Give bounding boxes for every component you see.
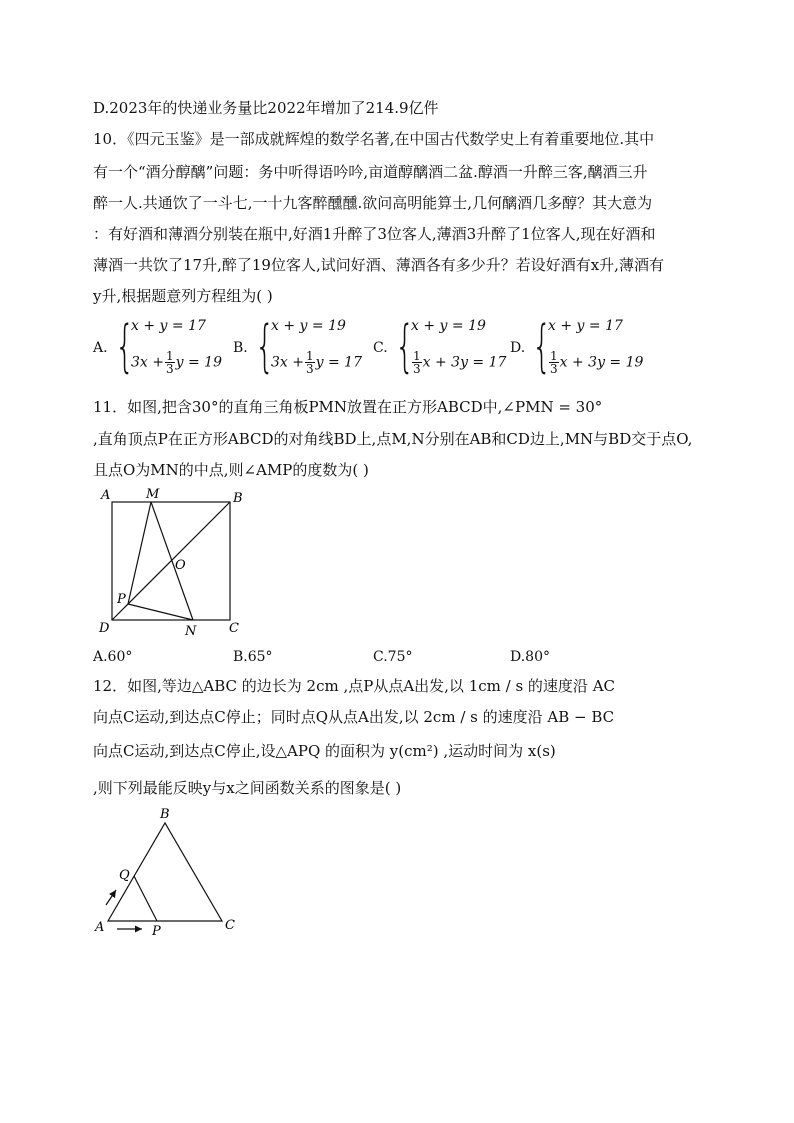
denominator: 3 (305, 362, 314, 376)
segment-mp (128, 502, 151, 604)
q10-option-a[interactable] (93, 314, 233, 382)
label-b: B (233, 491, 243, 506)
label-p: P (152, 924, 161, 939)
q11-stem-line: 且点O为MN的中点,则∠AMP的度数为( ) (93, 461, 369, 479)
label-o: O (175, 558, 186, 573)
figure-square-abcd (95, 484, 255, 644)
q10-stem-line: 醉一人.共通饮了一斗七,一十九客醉醺醺.欲问高明能算士,几何醨酒几多醇？其大意为 (93, 194, 653, 212)
fraction (549, 350, 559, 375)
q10-stem-line: 有一个“酒分醇醨”问题：务中听得语吟吟,亩道醇醨酒二盆.醇酒一升醉三客,醨酒三升 (93, 163, 648, 181)
label-q: Q (119, 868, 130, 883)
q10-option-d[interactable] (510, 314, 650, 382)
option-label: C. (373, 340, 388, 356)
equation: x + y = 17 (548, 318, 623, 334)
q11-option-c[interactable]: C.75° (373, 649, 413, 665)
q11-option-a[interactable]: A.60° (93, 649, 133, 665)
denominator: 3 (413, 362, 421, 376)
option-label: A. (93, 340, 108, 356)
equation: x + y = 19 (411, 318, 486, 334)
fraction (412, 350, 422, 375)
numerator: 1 (550, 349, 558, 363)
arrow-up-icon (106, 890, 116, 905)
q10-option-b[interactable] (233, 314, 373, 382)
option-label: B. (233, 340, 248, 356)
numerator: 1 (413, 349, 421, 363)
equation: x + y = 17 (131, 318, 206, 334)
label-a: A (95, 920, 105, 935)
diagonal-bd (112, 502, 230, 620)
segment-pn (128, 604, 193, 620)
text-line: D.2023年的快递业务量比2022年增加了214.9亿件 (93, 99, 439, 117)
q10-stem-line: y升,根据题意列方程组为( ) (93, 287, 273, 305)
q10-stem-line: 薄酒一共饮了17升,醉了19位客人,试问好酒、薄酒各有多少升？若设好酒有x升,薄酒有 (93, 256, 664, 274)
q10-option-c[interactable] (373, 314, 513, 382)
eq-part: 3x + (271, 354, 304, 371)
denominator: 3 (550, 362, 558, 376)
equation (548, 350, 643, 375)
fraction (305, 350, 315, 375)
q10-stem-line: ：有好酒和薄酒分别装在瓶中,好酒1升醉了3位客人,薄酒3升醉了1位客人,现在好酒和 (93, 225, 656, 243)
eq-part: y = 19 (175, 354, 222, 371)
equation (131, 350, 222, 375)
denominator: 3 (165, 362, 174, 376)
label-p: P (117, 592, 126, 607)
brace: { (532, 314, 552, 379)
label-n: N (185, 624, 197, 639)
figure-triangle-abc (90, 805, 250, 940)
eq-part: y = 17 (315, 354, 362, 371)
equation: x + y = 19 (271, 318, 346, 334)
fraction (165, 350, 175, 375)
label-b: B (160, 807, 170, 822)
label-m: M (146, 487, 160, 502)
q11-stem-line: 11．如图,把含30°的直角三角板PMN放置在正方形ABCD中,∠PMN = 30° (93, 398, 603, 416)
q11-option-b[interactable]: B.65° (233, 649, 273, 665)
q11-stem-line: ,直角顶点P在正方形ABCD的对角线BD上,点M,N分别在AB和CD边上,MN与BD交于点O, (93, 430, 693, 448)
segment-mn (151, 502, 193, 620)
eq-part: 3x + (131, 354, 164, 371)
eq-part: x + 3y = 19 (559, 354, 644, 371)
brace: { (115, 314, 135, 379)
label-c: C (225, 918, 235, 933)
q12-stem-line: 向点C运动,到达点C停止；同时点Q从点A出发,以 2cm / s 的速度沿 AB − BC (93, 708, 615, 726)
q11-option-d[interactable]: D.80° (510, 649, 550, 665)
q12-stem-line: 12．如图,等边△ABC 的边长为 2cm ,点P从点A出发,以 1cm / s 的速度沿 AC (93, 677, 616, 695)
q12-stem-line: ,则下列最能反映y与x之间函数关系的图象是( ) (93, 779, 402, 797)
eq-part: x + 3y = 17 (422, 354, 507, 371)
label-c: C (229, 621, 239, 636)
equation (411, 350, 506, 375)
brace: { (395, 314, 415, 379)
q12-stem-line: 向点C运动,到达点C停止,设△APQ 的面积为 y(cm²) ,运动时间为 x(s) (93, 742, 556, 760)
label-a: A (101, 488, 111, 503)
label-d: D (99, 621, 110, 636)
numerator: 1 (305, 349, 314, 363)
option-label: D. (510, 340, 526, 356)
segment-pq (134, 876, 157, 921)
numerator: 1 (165, 349, 174, 363)
q10-stem-line: 10．《四元玉鉴》是一部成就辉煌的数学名著,在中国古代数学史上有着重要地位.其中 (93, 130, 655, 148)
brace: { (255, 314, 275, 379)
equation (271, 350, 362, 375)
